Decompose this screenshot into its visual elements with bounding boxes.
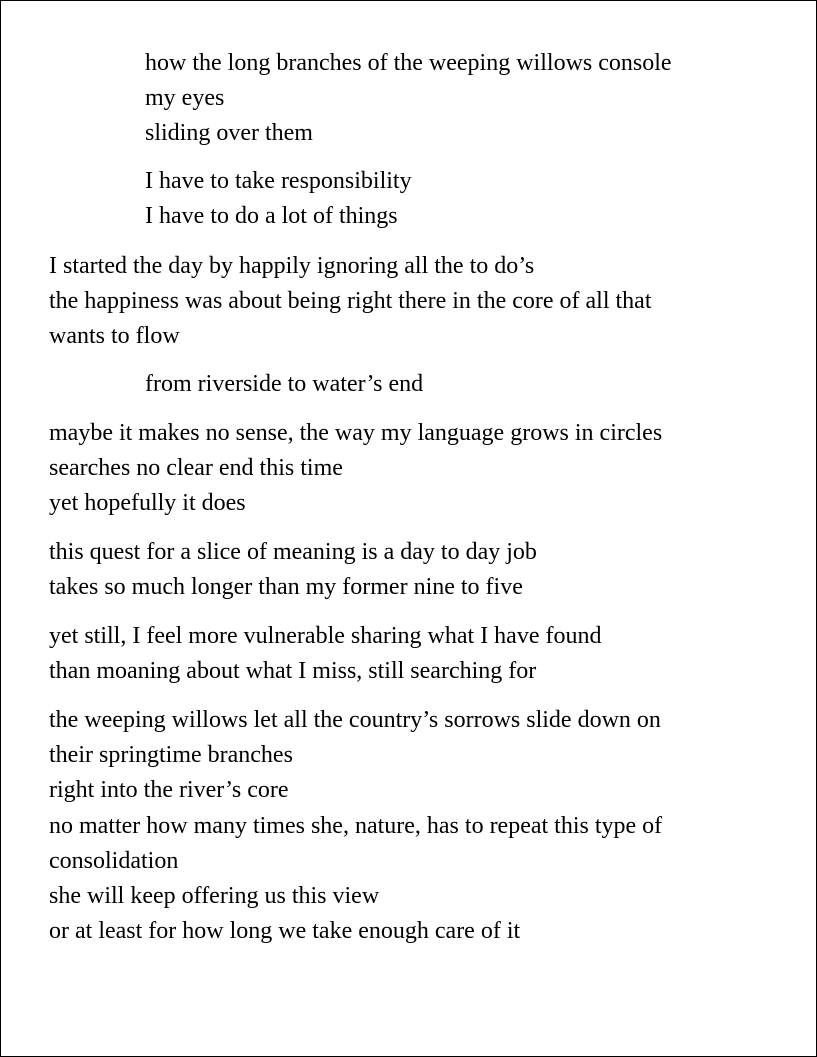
- poem-line: their springtime branches: [49, 742, 293, 768]
- poem-line: the weeping willows let all the country’s sorrows slide down on: [49, 707, 661, 733]
- poem-line: I started the day by happily ignoring all the to do’s: [49, 253, 535, 279]
- poem-line: takes so much longer than my former nine to five: [49, 574, 523, 600]
- poem-line: yet hopefully it does: [49, 490, 246, 516]
- poem-line: I have to do a lot of things: [145, 203, 398, 229]
- poem-line: this quest for a slice of meaning is a day to day job: [49, 539, 537, 565]
- poem-line: searches no clear end this time: [49, 455, 343, 481]
- poem-line: or at least for how long we take enough care of it: [49, 918, 521, 944]
- poem-line: wants to flow: [49, 323, 180, 349]
- poem-line: how the long branches of the weeping willows console: [145, 50, 672, 76]
- poem-line: no matter how many times she, nature, has to repeat this type of: [49, 813, 663, 839]
- poem-line: she will keep offering us this view: [49, 883, 380, 909]
- poem-line: right into the river’s core: [49, 777, 289, 803]
- poem-line: from riverside to water’s end: [145, 371, 424, 397]
- poem-line: maybe it makes no sense, the way my language grows in circles: [49, 420, 663, 446]
- poem-line: than moaning about what I miss, still searching for: [49, 658, 537, 684]
- poem-line: consolidation: [49, 848, 179, 874]
- poem-line: sliding over them: [145, 120, 313, 146]
- poem-line: the happiness was about being right there in the core of all that: [49, 288, 652, 314]
- poem-line: yet still, I feel more vulnerable sharing what I have found: [49, 623, 602, 649]
- poem-line: my eyes: [145, 85, 225, 111]
- poem-line: I have to take responsibility: [145, 168, 412, 194]
